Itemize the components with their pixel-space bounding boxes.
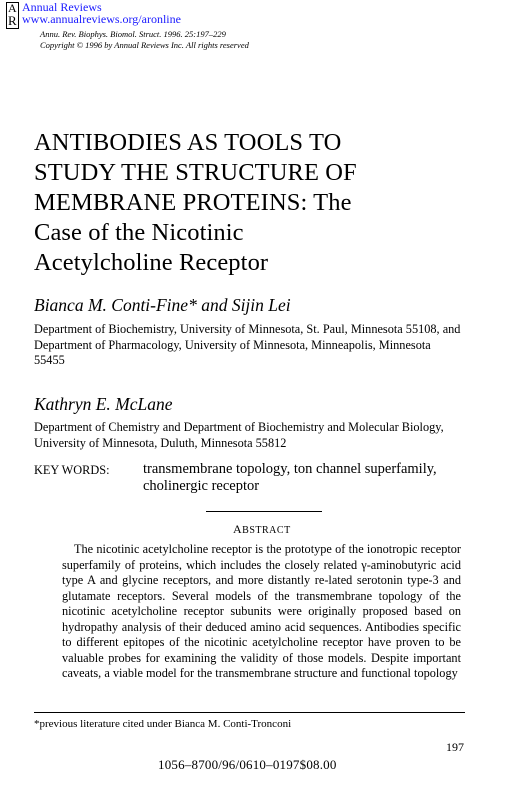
title-line: MEMBRANE PROTEINS: The (34, 189, 352, 216)
title-line: Case of the Nicotinic (34, 219, 244, 246)
keywords-label: KEY WORDS: (34, 463, 110, 477)
aronline-url-link[interactable]: www.annualreviews.org/aronline (22, 12, 181, 26)
abstract-heading-initial: A (233, 522, 243, 536)
copyright-notice: Copyright © 1996 by Annual Reviews Inc. All rights reserved (40, 40, 249, 50)
title-line: ANTIBODIES AS TOOLS TO (34, 129, 342, 156)
author-names-1: Bianca M. Conti-Fine* and Sijin Lei (34, 295, 291, 315)
annual-reviews-logo (6, 2, 19, 29)
section-divider (206, 511, 322, 512)
footnote-rule (34, 712, 465, 713)
abstract-text: The nicotinic acetylcholine receptor is the prototype of the ionotropic receptor superfamily of proteins, which includes the closely related γ-aminobutyric acid type A and glycine receptors, and more distantly re-lated serotonin type-3 and glutamate receptors. Several models of the transmembrane topology of the nicotinic acetylcholine receptor subunits were originally proposed based on hydropathy analysis of their deduced amino acid sequences. Antibodies specific to different epitopes of the nicotinic acetylcholine receptor have proven to be valuable probes for examining the validity of those models. Despite important caveats, a viable model for the transmembrane structure and functional topology (62, 542, 461, 680)
footnote: *previous literature cited under Bianca M. Conti-Tronconi (34, 718, 292, 730)
author-affiliation-2: Department of Chemistry and Department of Biochemistry and Molecular Biology, University of Minnesota, Duluth, Minnesota 55812 (34, 420, 444, 450)
author-names-2: Kathryn E. McLane (34, 394, 173, 414)
author-affiliation-1: Department of Biochemistry, University of Minnesota, St. Paul, Minnesota 55108, and Department of Pharmacology, University of Minnesota, Minneapolis, Minnesota 55455 (34, 322, 461, 368)
title-line: STUDY THE STRUCTURE OF (34, 159, 357, 186)
logo-letter-a: A (8, 1, 17, 15)
logo-letter-r: R (8, 13, 17, 28)
abstract-heading-rest: BSTRACT (242, 525, 291, 536)
publisher-link[interactable]: Annual Reviews (22, 0, 102, 14)
journal-citation: Annu. Rev. Biophys. Biomol. Struct. 1996. 25:197–229 (40, 29, 226, 39)
keywords-text: transmembrane topology, ton channel superfamily, cholinergic receptor (143, 461, 437, 494)
title-line: Acetylcholine Receptor (34, 249, 269, 276)
abstract-heading (233, 522, 291, 537)
price-code: 1056–8700/96/0610–0197$08.00 (158, 757, 337, 772)
article-title (34, 128, 357, 278)
page-number: 197 (446, 740, 464, 754)
